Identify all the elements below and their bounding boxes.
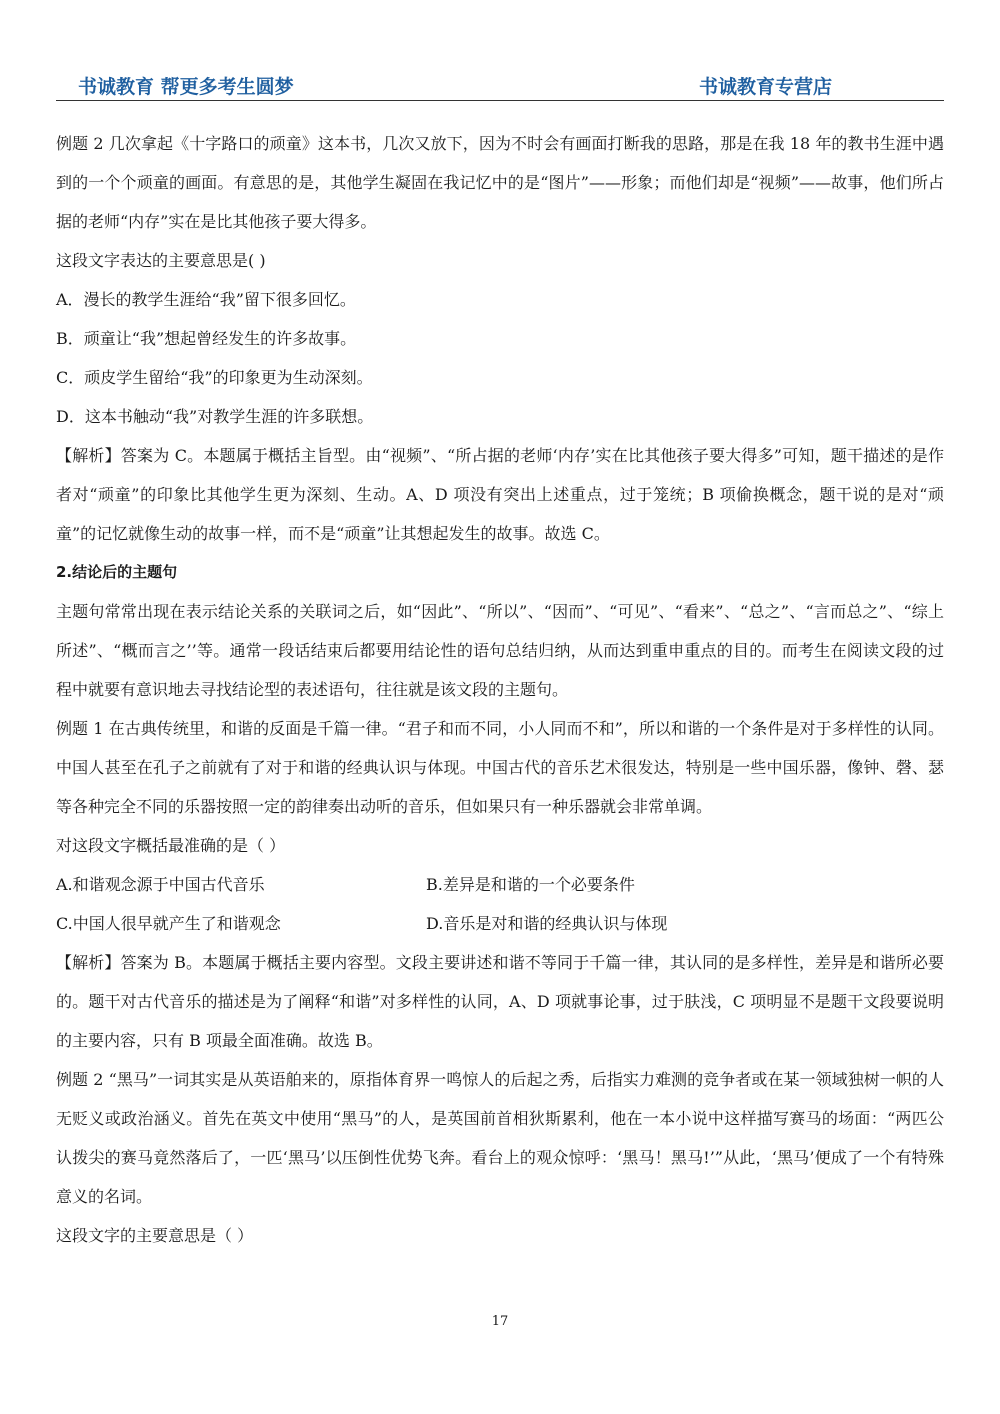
example-2a-option-d: D．这本书触动“我”对教学生涯的许多联想。	[56, 407, 374, 426]
example-1-option-b: B.差异是和谐的一个必要条件	[426, 875, 635, 894]
example-2a-analysis: 【解析】答案为 C。本题属于概括主旨型。由“视频”、“所占据的老师‘内存’实在比其他孩子要大得多”可知，题干描述的是作者对“顽童”的印象比其他学生更为深刻、生动。A、D 项没有突出上述重点，过于笼统；B 项偷换概念，题干说的是对“顽童”的记忆就像生动的故事一样，而不是“顽童”让其想起发生的故事。故选 C。	[56, 446, 944, 543]
page-header	[56, 70, 944, 101]
example-2b-question: 这段文字的主要意思是（ ）	[56, 1226, 254, 1245]
example-1-text: 例题 1 在古典传统里，和谐的反面是千篇一律。“君子和而不同，小人同而不和”，所以和谐的一个条件是对于多样性的认同。中国人甚至在孔子之前就有了对于和谐的经典认识与体现。中国古代的音乐艺术很发达，特别是一些中国乐器，像钟、磬、瑟等各种完全不同的乐器按照一定的韵律奏出动听的音乐，但如果只有一种乐器就会非常单调。	[56, 719, 944, 816]
example-1-analysis: 【解析】答案为 B。本题属于概括主要内容型。文段主要讲述和谐不等同于千篇一律，其认同的是多样性，差异是和谐所必要的。题干对古代音乐的描述是为了阐释“和谐”对多样性的认同，A、D 项就事论事，过于肤浅，C 项明显不是题干文段要说明的主要内容，只有 B 项最全面准确。故选 B。	[56, 953, 944, 1050]
page-number: 17	[491, 1314, 509, 1329]
section-2-text: 主题句常常出现在表示结论关系的关联词之后，如“因此”、“所以”、“因而”、“可见”、“看来”、“总之”、“言而总之”、“综上所述”、“概而言之’’等。通常一段话结束后都要用结论性的语句总结归纳，从而达到重申重点的目的。而考生在阅读文段的过程中就要有意识地去寻找结论型的表述语句，往往就是该文段的主题句。	[56, 602, 944, 699]
section-2-heading: 2.结论后的主题句	[56, 563, 178, 581]
example-2a-text: 例题 2 几次拿起《十字路口的顽童》这本书，几次又放下，因为不时会有画面打断我的思路，那是在我 18 年的教书生涯中遇到的一个个顽童的画面。有意思的是，其他学生凝固在我记忆中的是“图片”——形象；而他们却是“视频”——故事，他们所占据的老师“内存”实在是比其他孩子要大得多。	[56, 134, 944, 231]
example-2a-option-a: A．漫长的教学生涯给“我”留下很多回忆。	[56, 290, 356, 309]
example-1-options	[56, 865, 944, 943]
header-left: 书诚教育 帮更多考生圆梦	[78, 76, 294, 98]
example-1-question: 对这段文字概括最准确的是（ ）	[56, 836, 286, 855]
example-1-option-c: C.中国人很早就产生了和谐观念	[56, 914, 281, 933]
example-1-option-d: D.音乐是对和谐的经典认识与体现	[426, 914, 668, 933]
example-2a-option-c: C．顽皮学生留给“我”的印象更为生动深刻。	[56, 368, 373, 387]
example-2b-text: 例题 2 “黑马”一词其实是从英语舶来的，原指体育界一鸣惊人的后起之秀，后指实力难测的竞争者或在某一领域独树一帜的人无贬义或政治涵义。首先在英文中使用“黑马”的人，是英国前首相狄斯累利，他在一本小说中这样描写赛马的场面：“两匹公认拨尖的赛马竟然落后了，一匹‘黑马’以压倒性优势飞奔。看台上的观众惊呼：‘黑马！黑马!’”从此，‘黑马’便成了一个有特殊意义的名词。	[56, 1070, 944, 1206]
document-body	[56, 124, 944, 1255]
header-right: 书诚教育专营店	[698, 76, 832, 98]
example-1-option-a: A.和谐观念源于中国古代音乐	[56, 875, 265, 894]
example-2a-question: 这段文字表达的主要意思是( )	[56, 251, 266, 270]
example-2a-option-b: B．顽童让“我”想起曾经发生的许多故事。	[56, 329, 357, 348]
